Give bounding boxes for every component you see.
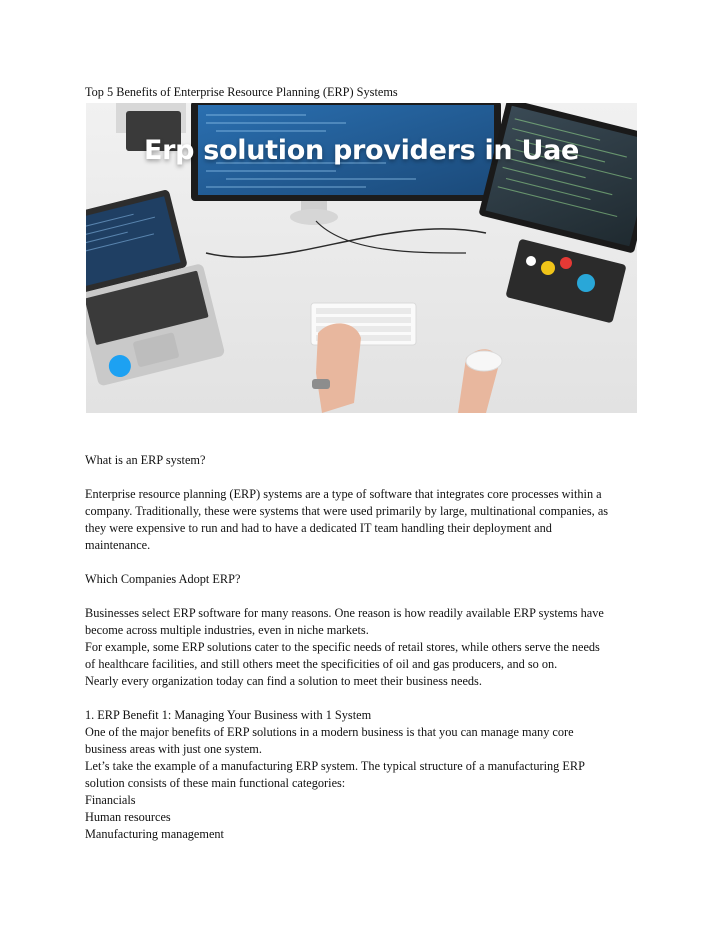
hero-overlay-text: Erp solution providers in Uae	[143, 135, 580, 166]
section-heading-what-is-erp: What is an ERP system?	[85, 453, 206, 467]
hero-image	[86, 103, 637, 413]
section-heading-which-companies: Which Companies Adopt ERP?	[85, 572, 241, 586]
paragraph-line: of healthcare facilities, and still others meet the specificities of oil and gas producers, and so on.	[85, 657, 558, 671]
paragraph-line: Enterprise resource planning (ERP) systems are a type of software that integrates core processes within a	[85, 487, 602, 501]
list-item: Manufacturing management	[85, 827, 224, 841]
document-title: Top 5 Benefits of Enterprise Resource Planning (ERP) Systems	[85, 85, 398, 99]
paragraph-line: they were expensive to run and had to have a dedicated IT team handling their deployment and	[85, 521, 552, 535]
paragraph-line: For example, some ERP solutions cater to the specific needs of retail stores, while others serve the needs	[85, 640, 600, 654]
paragraph-line: become across multiple industries, even in niche markets.	[85, 623, 369, 637]
benefit-heading: 1. ERP Benefit 1: Managing Your Business with 1 System	[85, 708, 372, 722]
paragraph-line: company. Traditionally, these were systems that were used primarily by large, multinational companies, as	[85, 504, 609, 518]
list-item: Financials	[85, 793, 136, 807]
paragraph-line: maintenance.	[85, 538, 151, 552]
paragraph-line: Businesses select ERP software for many reasons. One reason is how readily available ERP systems have	[85, 606, 604, 620]
list-item: Human resources	[85, 810, 171, 824]
paragraph-line: Nearly every organization today can find a solution to meet their business needs.	[85, 674, 482, 688]
paragraph-line: business areas with just one system.	[85, 742, 262, 756]
paragraph-line: One of the major benefits of ERP solutions in a modern business is that you can manage many core	[85, 725, 574, 739]
paragraph-line: solution consists of these main functional categories:	[85, 776, 346, 790]
paragraph-line: Let’s take the example of a manufacturing ERP system. The typical structure of a manufacturing ERP	[85, 759, 585, 773]
